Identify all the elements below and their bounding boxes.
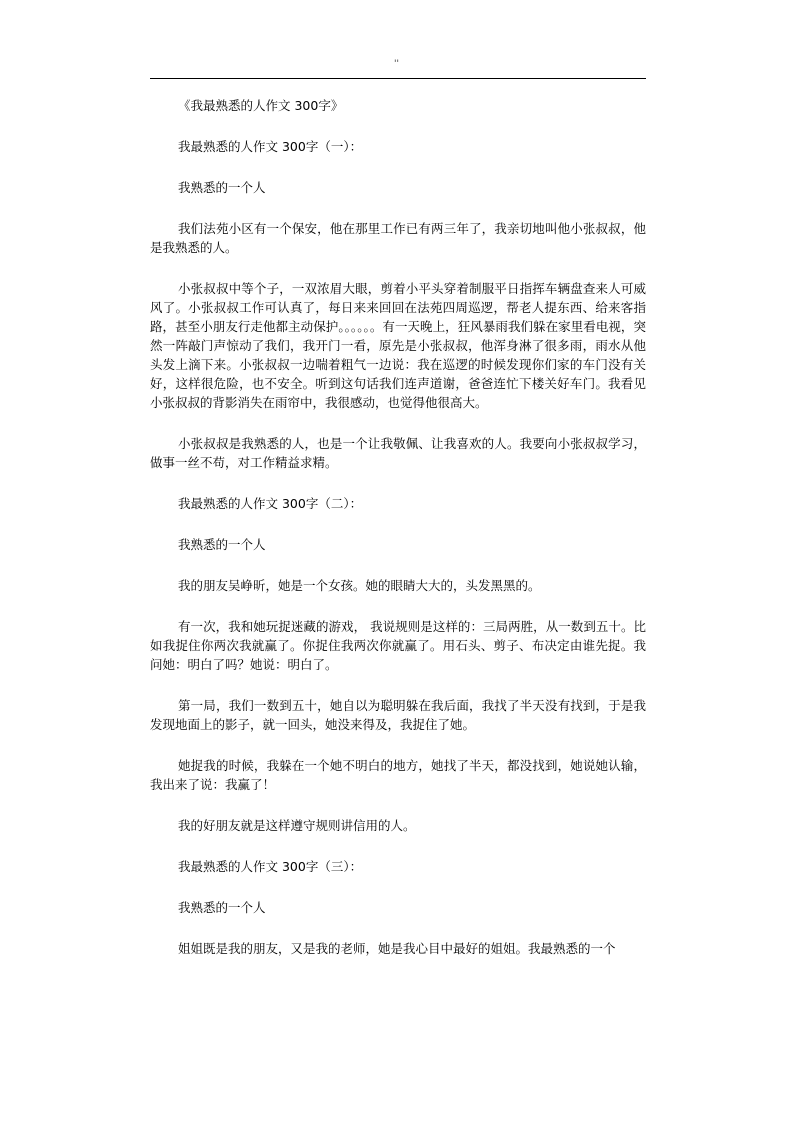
- section-subtitle: 我熟悉的一个人: [178, 180, 266, 195]
- paragraph: 第一局，我们一数到五十，她自以为聪明躲在我后面，我找了半天没有找到，于是我发现地面上的影子，就一回头，她没来得及，我捉住了她。: [150, 698, 646, 732]
- document-title: 《我最熟悉的人作文 300字》: [178, 98, 344, 113]
- paragraph: 她捉我的时候，我躲在一个她不明白的地方，她找了半天，都没找到，她说她认输，我出来了说：我赢了！: [150, 758, 646, 792]
- paragraph: 我们法苑小区有一个保安，他在那里工作已有两三年了，我亲切地叫他小张叔叔，他是我熟悉的人。: [150, 221, 646, 255]
- section-subtitle: 我熟悉的一个人: [178, 900, 266, 915]
- paragraph: 有一次，我和她玩捉迷藏的游戏， 我说规则是这样的：三局两胜，从一数到五十。比如我捉住你两次我就赢了。你捉住我两次你就赢了。用石头、剪子、布决定由谁先捉。我问她：明白了吗？她说：明白了。: [150, 619, 646, 672]
- paragraph: 小张叔叔中等个子，一双浓眉大眼，剪着小平头穿着制服平日指挥车辆盘查来人可威风了。小张叔叔工作可认真了，每日来来回回在法苑四周巡逻，帮老人提东西、给来客指路，甚至小朋友行走他都主动保护。。。。。。有一天晚上，狂风暴雨我们躲在家里看电视，突然一阵敲门声惊动了我们，我开门一看，原先是小张叔叔，他浑身淋了很多雨，雨水从他头发上滴下来。小张叔叔一边喘着粗气一边说：我在巡逻的时候发现你们家的车门没有关好，这样很危险，也不安全。听到这句话我们连声道谢，爸爸连忙下楼关好车门。我看见小张叔叔的背影消失在雨帘中，我很感动，也觉得他很高大。: [150, 281, 646, 410]
- paragraph: 小张叔叔是我熟悉的人，也是一个让我敬佩、让我喜欢的人。我要向小张叔叔学习，做事一丝不苟，对工作精益求精。: [150, 436, 646, 470]
- section-subtitle: 我熟悉的一个人: [178, 537, 266, 552]
- header-mark: '': [394, 59, 399, 69]
- section-heading: 我最熟悉的人作文 300字（二）：: [178, 496, 363, 511]
- section-heading: 我最熟悉的人作文 300字（一）：: [178, 139, 363, 154]
- document-body: [150, 96, 646, 958]
- paragraph: 我的好朋友就是这样遵守规则讲信用的人。: [178, 818, 416, 833]
- paragraph: 姐姐既是我的朋友，又是我的老师，她是我心目中最好的姐姐。我最熟悉的一个: [178, 941, 616, 956]
- paragraph: 我的朋友吴峥昕，她是一个女孩。她的眼睛大大的，头发黑黑的。: [178, 578, 541, 593]
- header-rule: [150, 78, 646, 79]
- section-heading: 我最熟悉的人作文 300字（三）：: [178, 859, 363, 874]
